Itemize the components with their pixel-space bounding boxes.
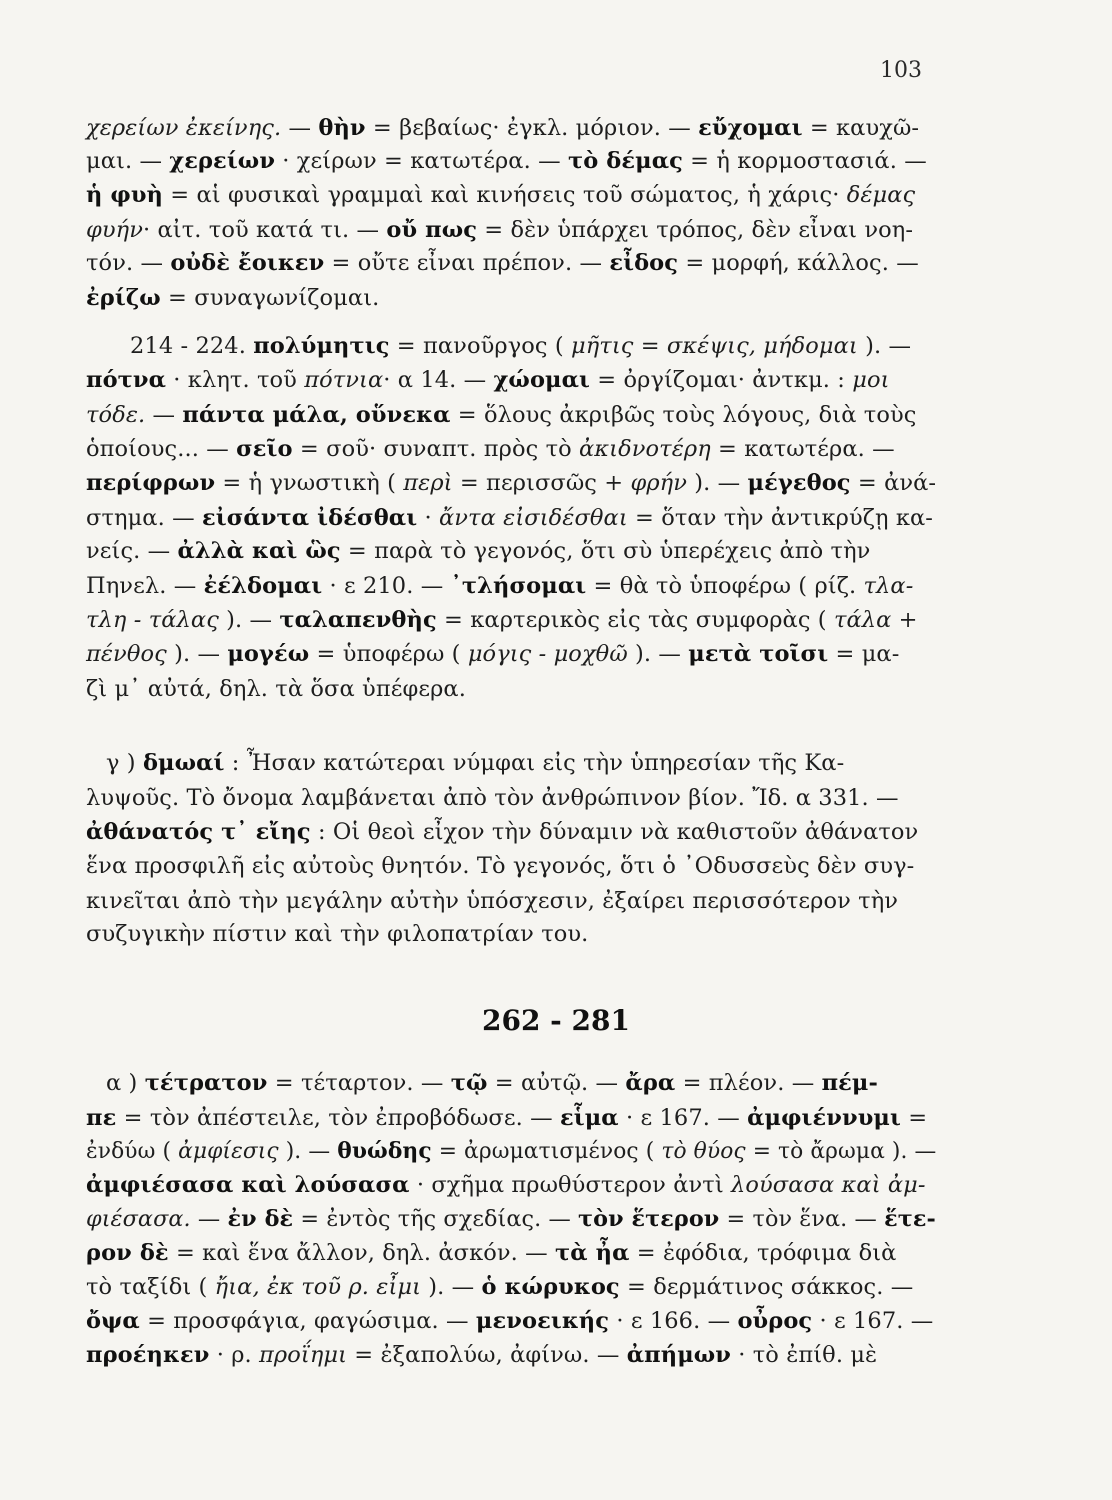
- text-line: [86, 402, 916, 432]
- gloss-text: 214 - 224.: [130, 333, 254, 359]
- headword: ἡ φυὴ: [86, 182, 164, 208]
- quoted-text: μῆτις = σκέψις, μήδομαι: [570, 333, 858, 359]
- gloss-text: συζυγικὴν πίστιν καὶ τὴν φιλοπατρίαν του.: [86, 921, 589, 947]
- page-number: 103: [880, 58, 922, 83]
- text-line: [86, 888, 898, 918]
- text-line: [86, 1240, 896, 1270]
- quoted-text: τάλα +: [833, 607, 918, 633]
- quoted-text: προΐημι: [259, 1342, 348, 1368]
- gloss-text: λυψοῦς. Τὸ ὄνομα λαμβάνεται ἀπὸ τὸν ἀνθρώπινον βίον. Ἴδ. α 331. —: [86, 785, 899, 811]
- gloss-text: · ε 167. —: [618, 1105, 748, 1131]
- headword: πότνα: [86, 367, 167, 393]
- gloss-text: : Ἦσαν κατώτεραι νύμφαι εἰς τὴν ὑπηρεσίαν τῆς Κα-: [224, 750, 845, 776]
- headword: χερείων: [169, 148, 276, 174]
- text-line: [86, 505, 933, 535]
- gloss-text: νείς. —: [86, 538, 178, 564]
- gloss-text: ἕνα προσφιλῆ εἰς αὐτοὺς θνητόν. Τὸ γεγονός, ὅτι ὁ ᾿Οδυσσεὺς δὲν συγ-: [86, 853, 915, 879]
- gloss-text: τόν. —: [86, 250, 171, 276]
- text-line: [86, 785, 899, 815]
- text-line: [86, 538, 870, 568]
- headword: πέμ-: [821, 1070, 878, 1096]
- gloss-text: = δερμάτινος σάκκος. —: [619, 1274, 914, 1300]
- gloss-text: = περισσῶς +: [452, 470, 631, 496]
- quoted-text: ἄντα εἰσιδέσθαι: [438, 505, 628, 531]
- text-line: [86, 182, 915, 212]
- gloss-text: Πηνελ. —: [86, 573, 204, 599]
- quoted-text: ἤια, ἐκ τοῦ ρ. εἶμι: [214, 1274, 422, 1300]
- gloss-text: = αὐτῷ. —: [487, 1070, 626, 1096]
- quoted-text: μοι: [852, 367, 890, 393]
- quoted-text: τλη - τάλας: [86, 607, 219, 633]
- quoted-text: φρήν: [630, 470, 688, 496]
- text-line: [86, 1342, 877, 1372]
- gloss-text: —: [190, 1206, 228, 1232]
- gloss-text: · ε 166. —: [609, 1308, 738, 1334]
- gloss-text: = καρτερικὸς εἰς τὰς συμφορὰς (: [436, 607, 834, 633]
- quoted-text: μόγις - μοχθῶ: [467, 641, 628, 667]
- gloss-text: = παρὰ τὸ γεγονός, ὅτι σὺ ὑπερέχεις ἀπὸ τὴν: [340, 538, 871, 564]
- quoted-text: τὸ θύος: [661, 1138, 746, 1164]
- headword: εἷμα: [559, 1105, 619, 1131]
- headword: πάντα μάλα, οὕνεκα: [182, 402, 451, 428]
- gloss-text: = τὸν ἀπέστειλε, τὸν ἐπροβόδωσε. —: [116, 1105, 560, 1131]
- headword: ἀμφιέννυμι: [747, 1105, 901, 1131]
- gloss-text: = καυχῶ-: [802, 115, 920, 141]
- headword: εἶδος: [609, 250, 679, 276]
- headword: ὁ κώρυκος: [481, 1274, 620, 1300]
- gloss-text: · ρ.: [209, 1342, 260, 1368]
- text-line: [86, 921, 588, 951]
- headword: μογέω: [227, 641, 310, 667]
- gloss-text: στημα. —: [86, 505, 202, 531]
- gloss-text: · τὸ ἐπίθ. μὲ: [731, 1342, 878, 1368]
- gloss-text: = ὅλους ἀκριβῶς τοὺς λόγους, διὰ τοὺς: [450, 402, 917, 428]
- gloss-text: = θὰ τὸ ὑποφέρω ( ρίζ.: [586, 573, 864, 599]
- gloss-text: κινεῖται ἀπὸ τὴν μεγάλην αὐτὴν ὑπόσχεσιν, ἐξαίρει περισσότερον τὴν: [86, 888, 899, 914]
- gloss-text: = τὸν ἕνα. —: [719, 1206, 885, 1232]
- gloss-text: α ): [106, 1070, 145, 1096]
- quoted-text: περὶ: [403, 470, 453, 496]
- gloss-text: = ἐντὸς τῆς σχεδίας. —: [293, 1206, 579, 1232]
- text-line: [106, 750, 844, 780]
- gloss-text: ·: [417, 505, 439, 531]
- text-line: [86, 853, 914, 883]
- headword: ἕτε-: [884, 1206, 936, 1232]
- gloss-text: = συναγωνίζομαι.: [160, 285, 380, 311]
- headword: πολύμητις: [253, 333, 390, 359]
- text-line: [86, 436, 895, 466]
- headword: μετὰ τοῖσι: [688, 641, 829, 667]
- gloss-text: ζὶ μ᾿ αὐτά, δηλ. τὰ ὅσα ὑπέφερα.: [86, 676, 466, 702]
- headword: ἀπήμων: [626, 1342, 731, 1368]
- quoted-text: χερείων ἐκείνης.: [86, 115, 282, 141]
- gloss-text: · σχῆμα πρωθύστερον ἀντὶ: [409, 1172, 732, 1198]
- quoted-text: ἀμφίεσις: [178, 1138, 279, 1164]
- text-line: [86, 115, 919, 145]
- gloss-text: ). —: [166, 641, 228, 667]
- quoted-text: λούσασα καὶ ἀμ-: [731, 1172, 926, 1198]
- gloss-text: = ὀργίζομαι· ἀντκμ. :: [590, 367, 853, 393]
- gloss-text: = τὸ ἄρωμα ). —: [745, 1138, 937, 1164]
- headword: ἄρα: [625, 1070, 676, 1096]
- gloss-text: ). —: [687, 470, 748, 496]
- headword: ἐν δὲ: [227, 1206, 294, 1232]
- headword: περίφρων: [86, 470, 216, 496]
- headword: θυώδης: [337, 1138, 432, 1164]
- headword: ἀλλὰ καὶ ὣς: [177, 538, 341, 564]
- quoted-text: φιέσασα.: [86, 1206, 191, 1232]
- headword: μέγεθος: [747, 470, 851, 496]
- text-line: [86, 1138, 936, 1168]
- headword: ἀθάνατός τ᾿ εἴης: [86, 819, 311, 845]
- quoted-text: ἀκιδνοτέρη: [579, 436, 711, 462]
- headword: τέτρατον: [144, 1070, 268, 1096]
- gloss-text: · ε 167. —: [812, 1308, 934, 1334]
- quoted-text: τόδε.: [86, 402, 146, 428]
- gloss-text: = πανοῦργος (: [389, 333, 571, 359]
- gloss-text: ἐνδύω (: [86, 1138, 179, 1164]
- gloss-text: = ὅταν τὴν ἀντικρύζῃ κα-: [627, 505, 934, 531]
- gloss-text: : Οἱ θεοὶ εἶχον τὴν δύναμιν νὰ καθιστοῦν ἀθάνατον: [310, 819, 919, 845]
- quoted-text: φυήν: [86, 217, 143, 243]
- headword: εἰσάντα ἰδέσθαι: [201, 505, 418, 531]
- gloss-text: = σοῦ· συναπτ. πρὸς τὸ: [292, 436, 580, 462]
- gloss-text: = ἀνά-: [850, 470, 937, 496]
- text-line: [130, 333, 911, 363]
- gloss-text: ). —: [421, 1274, 482, 1300]
- text-line: [86, 148, 927, 178]
- quoted-text: πότνια: [304, 367, 384, 393]
- gloss-text: = δὲν ὑπάρχει τρόπος, δὲν εἶναι νοη-: [477, 217, 914, 243]
- gloss-text: ). —: [278, 1138, 338, 1164]
- gloss-text: = προσφάγια, φαγώσιμα. —: [139, 1308, 476, 1334]
- gloss-text: = αἱ φυσικαὶ γραμμαὶ καὶ κινήσεις τοῦ σώματος, ἡ χάρις·: [163, 182, 847, 208]
- headword: ἐρίζω: [86, 285, 161, 311]
- gloss-text: μαι. —: [86, 148, 170, 174]
- text-line: [86, 1105, 927, 1135]
- gloss-text: = καὶ ἕνα ἄλλον, δηλ. ἀσκόν. —: [168, 1240, 556, 1266]
- headword: ἀμφιέσασα καὶ λούσασα: [86, 1172, 410, 1198]
- headword: πε: [86, 1105, 117, 1131]
- text-line: [86, 1308, 933, 1338]
- headword: οὔ πως: [386, 217, 478, 243]
- gloss-text: —: [281, 115, 319, 141]
- quoted-text: τλα-: [863, 573, 914, 599]
- gloss-text: —: [145, 402, 183, 428]
- gloss-text: ). —: [857, 333, 912, 359]
- gloss-text: =: [901, 1105, 928, 1131]
- text-line: [86, 367, 890, 397]
- headword: σεῖο: [236, 436, 293, 462]
- gloss-text: = οὔτε εἶναι πρέπον. —: [324, 250, 610, 276]
- headword: εὔχομαι: [698, 115, 803, 141]
- text-line: [86, 1274, 913, 1304]
- headword: δμωαί: [142, 750, 225, 776]
- gloss-text: · κλητ. τοῦ: [166, 367, 305, 393]
- gloss-text: ὁποίους... —: [86, 436, 237, 462]
- gloss-text: = πλέον. —: [675, 1070, 822, 1096]
- headword: θὴν: [318, 115, 366, 141]
- gloss-text: γ ): [106, 750, 143, 776]
- headword: ᾿τλήσομαι: [450, 573, 587, 599]
- headword: μενοεικής: [475, 1308, 610, 1334]
- text-line: [86, 1206, 936, 1236]
- headword: τῷ: [450, 1070, 488, 1096]
- headword: οὖρος: [737, 1308, 813, 1334]
- text-line: [86, 573, 913, 603]
- gloss-text: = μορφή, κάλλος. —: [678, 250, 919, 276]
- headword: προέηκεν: [86, 1342, 210, 1368]
- headword: ὄψα: [86, 1308, 140, 1334]
- headword: χώομαι: [493, 367, 591, 393]
- gloss-text: = ἡ κορμοστασιά. —: [682, 148, 927, 174]
- gloss-text: = ἡ γνωστικὴ (: [215, 470, 404, 496]
- headword: τὸν ἕτερον: [578, 1206, 720, 1232]
- quoted-text: πένθος: [86, 641, 167, 667]
- quoted-text: δέμας: [846, 182, 916, 208]
- text-line: [86, 1172, 926, 1202]
- gloss-text: = ἐξαπολύω, ἀφίνω. —: [347, 1342, 627, 1368]
- text-line: [86, 607, 918, 637]
- text-line: [106, 1070, 878, 1100]
- gloss-text: ). —: [218, 607, 280, 633]
- gloss-text: = κατωτέρα. —: [710, 436, 895, 462]
- gloss-text: = ἐφόδια, τρόφιμα διὰ: [629, 1240, 897, 1266]
- text-line: [86, 217, 913, 247]
- headword: ταλαπενθὴς: [279, 607, 437, 633]
- headword: ρον δὲ: [86, 1240, 169, 1266]
- gloss-text: = βεβαίως· ἐγκλ. μόριον. —: [365, 115, 699, 141]
- headword: τὰ ἦα: [555, 1240, 630, 1266]
- gloss-text: · ε 210. —: [322, 573, 451, 599]
- headword: ἐέλδομαι: [203, 573, 323, 599]
- headword: οὐδὲ ἔοικεν: [170, 250, 325, 276]
- text-line: [86, 676, 466, 706]
- gloss-text: · χείρων = κατωτέρα. —: [275, 148, 568, 174]
- headword: τὸ δέμας: [567, 148, 683, 174]
- gloss-text: = μα-: [828, 641, 900, 667]
- gloss-text: = τέταρτον. —: [267, 1070, 451, 1096]
- text-line: [86, 250, 919, 280]
- text-line: [86, 285, 379, 315]
- gloss-text: = ἀρωματισμένος (: [431, 1138, 662, 1164]
- gloss-text: τὸ ταξίδι (: [86, 1274, 215, 1300]
- gloss-text: · α 14. —: [383, 367, 494, 393]
- text-line: [86, 819, 918, 849]
- gloss-text: ). —: [627, 641, 689, 667]
- text-line: [86, 470, 936, 500]
- gloss-text: = ὑποφέρω (: [309, 641, 468, 667]
- section-heading: 262 - 281: [481, 1004, 630, 1037]
- text-line: [86, 641, 899, 671]
- gloss-text: · αἰτ. τοῦ κατά τι. —: [143, 217, 387, 243]
